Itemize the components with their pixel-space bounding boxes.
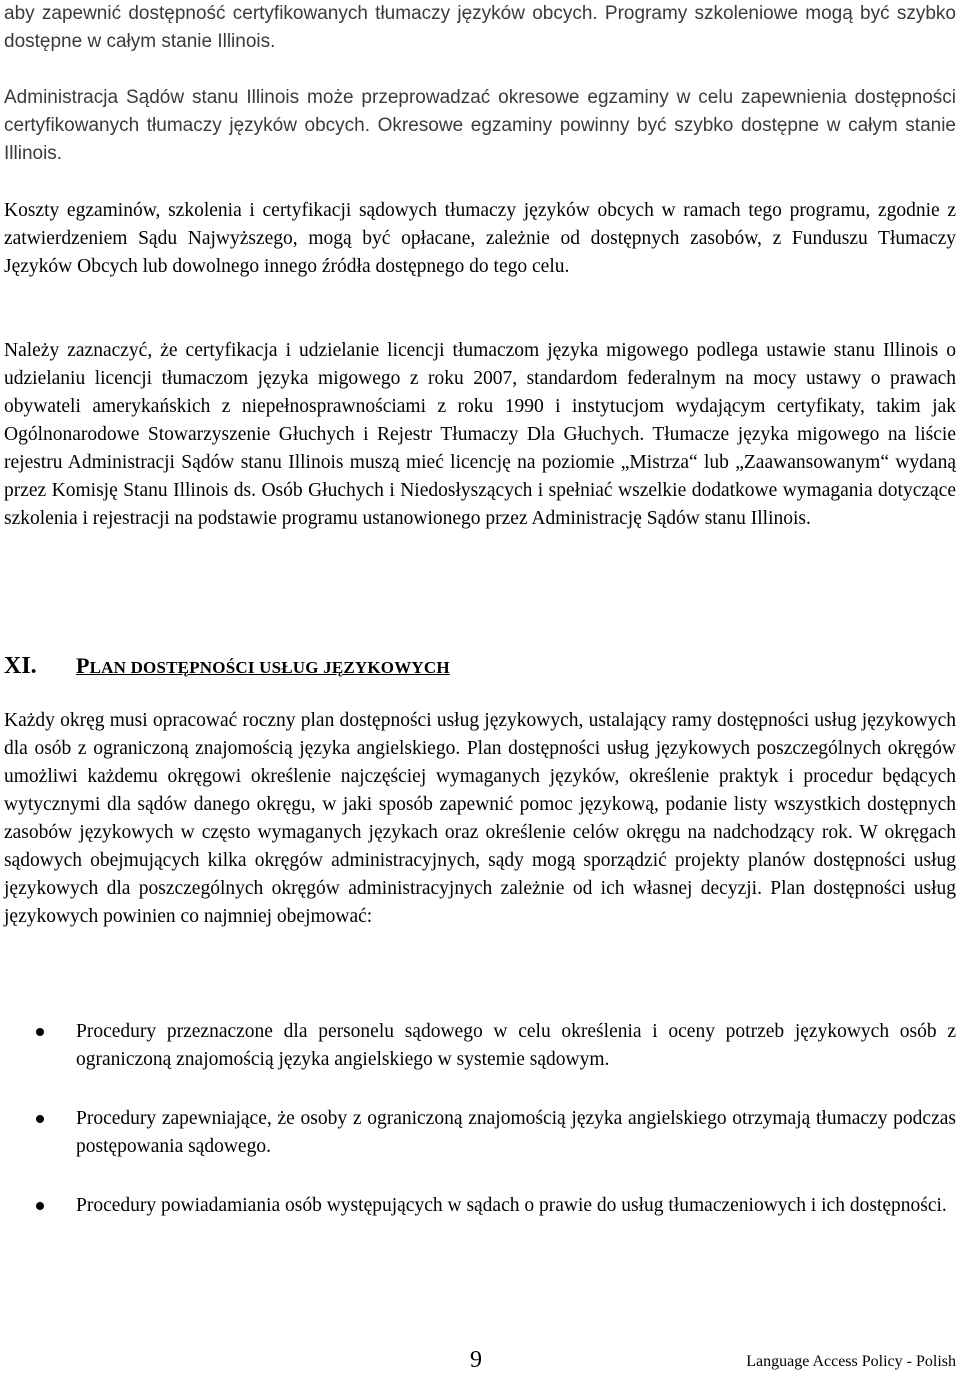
paragraph-plan-intro: Każdy okręg musi opracować roczny plan dostępności usług językowych, ustalający ramy dostępności usług językowych dla osób z ograniczoną znajomością języka angielskiego. Plan dostępności usług językowych poszczególnych okręgów umożliwi każdemu okręgowi określenie najczęściej wymaganych języków, określenie praktyk i procedur będących wytycznymi dla sądów danego okręgu, w jaki sposób zapewnić pomoc językową, podanie listy wszystkich dostępnych zasobów językowych w często wymaganych językach oraz określenie celów okręgu na nadchodzący rok. W okręgach sądowych obejmujących kilka okręgów administracyjnych, sądy mogą sporządzić projekty planów dostępności usług językowych dla poszczególnych okręgów administracyjnych zależnie od ich własnej decyzji. Plan dostępności usług językowych powinien co najmniej obejmować: [4,710,956,927]
bullet-icon [36,1028,44,1036]
list-item-text: Procedury zapewniające, że osoby z ograniczoną znajomością języka angielskiego otrzymają tłumaczy podczas postępowania sądowego. [76,1108,956,1157]
bullet-icon [36,1202,44,1210]
footer-document-title: Language Access Policy - Polish [746,1353,956,1370]
list-item-text: Procedury powiadamiania osób występujących w sądach o prawie do usług tłumaczeniowych i ich dostępności. [76,1195,947,1216]
paragraph-intro-tail: aby zapewnić dostępność certyfikowanych tłumaczy języków obcych. Programy szkoleniowe mogą być szybko dostępne w całym stanie Illinois. [4,3,956,52]
paragraph-sign-language: Należy zaznaczyć, że certyfikacja i udzielanie licencji tłumaczom języka migowego podlega ustawie stanu Illinois o udzielaniu licencji tłumaczom języka migowego z roku 2007, standardom federalnym na mocy ustawy o prawach obywateli amerykańskich z niepełnosprawnościami z roku 1990 i instytucjom wydającym certyfikaty, takim jak Ogólnonarodowe Stowarzyszenie Głuchych i Rejestr Tłumaczy Dla Głuchych. Tłumacze języka migowego na liście rejestru Administracji Sądów stanu Illinois muszą mieć licencję na poziomie „Mistrza“ lub „Zaawansowanym“ wydaną przez Komisję Stanu Illinois ds. Osób Głuchych i Niedosłyszących i spełniać wszelkie dodatkowe wymagania dotyczące szkolenia i rejestracji na podstawie programu ustanowionego przez Administrację Sądów stanu Illinois. [4,340,956,529]
paragraph-admin-exams: Administracja Sądów stanu Illinois może przeprowadzać okresowe egzaminy w celu zapewnienia dostępności certyfikowanych tłumaczy języków obcych. Okresowe egzaminy powinny być szybko dostępne w całym stanie Illinois. [4,87,956,164]
paragraph-costs: Koszty egzaminów, szkolenia i certyfikacji sądowych tłumaczy języków obcych w ramach tego programu, zgodnie z zatwierdzeniem Sądu Najwyższego, mogą być opłacane, zależnie od dostępnych zasobów, z Funduszu Tłumaczy Języków Obcych lub dowolnego innego źródła dostępnego do tego celu. [4,200,956,277]
section-title-rest: LAN DOSTĘPNOŚCI USŁUG JĘZYKOWYCH [89,658,450,677]
page-number: 9 [470,1347,482,1373]
section-title-initial: P [76,653,90,678]
page-footer [0,1346,960,1374]
section-number: XI. [4,653,37,679]
bullet-icon [36,1115,44,1123]
section-title [76,650,450,684]
section-heading [4,650,956,682]
list-item-text: Procedury przeznaczone dla personelu sądowego w celu określenia i oceny potrzeb językowych osób z ograniczoną znajomością języka angielskiego w systemie sądowym. [76,1021,956,1070]
